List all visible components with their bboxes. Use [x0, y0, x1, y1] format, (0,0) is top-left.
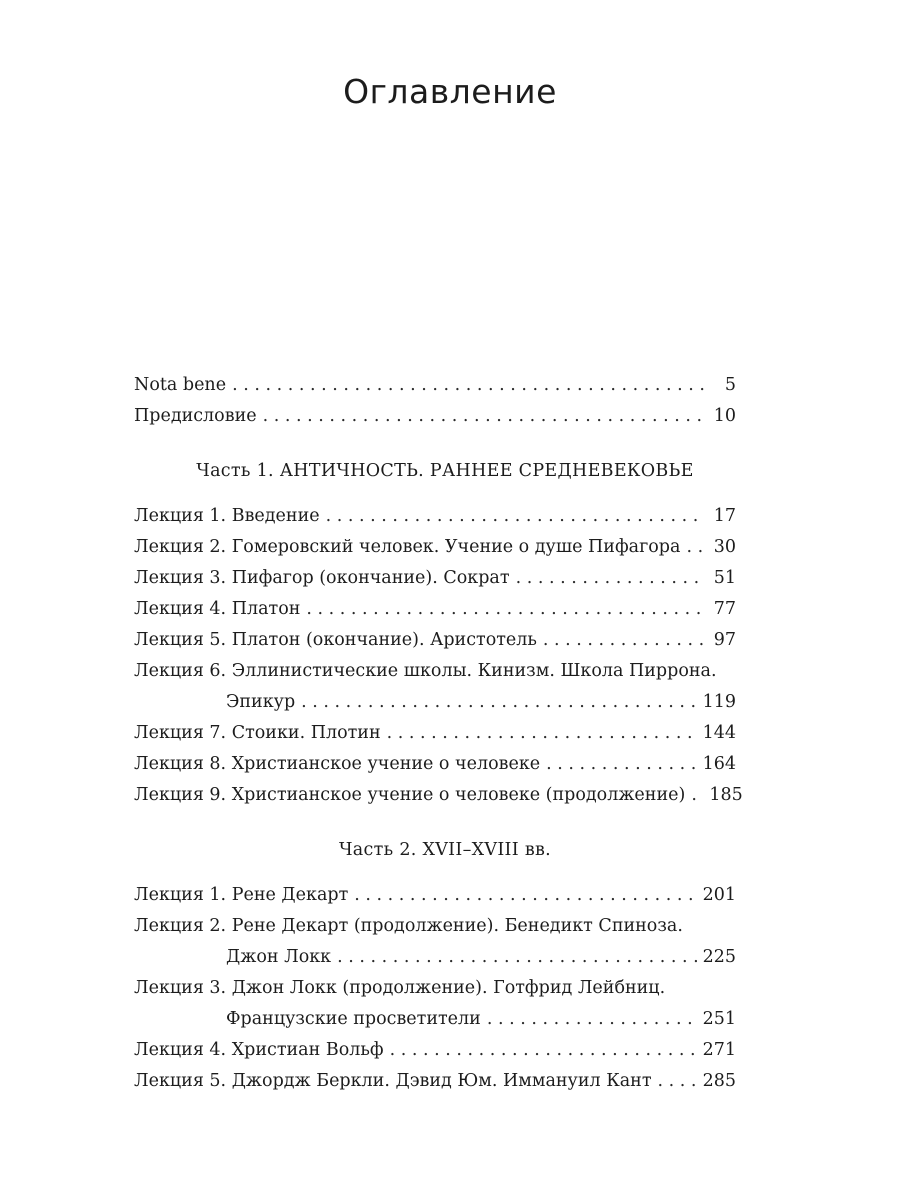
toc-entry[interactable] [134, 625, 736, 656]
lecture-label: Лекция 6. [134, 661, 227, 681]
page-title: Оглавление [343, 72, 557, 111]
page-number: 51 [713, 568, 736, 588]
page-number: 201 [702, 885, 736, 905]
entry-title [134, 780, 685, 811]
lecture-title: Христианское учение о человеке (продолжение) [231, 785, 686, 805]
entry-first-line [134, 911, 736, 942]
toc-entry[interactable] [134, 880, 736, 911]
toc-entry[interactable] [134, 594, 736, 625]
lecture-title: Христианское учение о человеке [231, 754, 541, 774]
lecture-label: Лекция 4. [134, 599, 227, 619]
dot-leader [354, 880, 696, 911]
toc-entry-preface[interactable] [134, 401, 736, 432]
entry-title [134, 718, 381, 749]
lecture-label: Лекция 1. [134, 885, 227, 905]
lecture-label: Лекция 5. [134, 1071, 227, 1091]
toc-entry-multiline[interactable] [134, 973, 736, 1035]
toc-entry-multiline[interactable] [134, 911, 736, 973]
toc-entry[interactable] [134, 718, 736, 749]
lecture-title: Христиан Вольф [231, 1040, 384, 1060]
entry-title [134, 532, 680, 563]
toc-entry[interactable] [134, 1035, 736, 1066]
toc-entry[interactable] [134, 501, 736, 532]
dot-leader [516, 563, 704, 594]
dot-leader [390, 1035, 697, 1066]
toc-entry-multiline[interactable] [134, 656, 736, 718]
page-number: 5 [724, 375, 736, 395]
entry-title [134, 501, 320, 532]
lecture-label: Лекция 9. [134, 785, 227, 805]
dot-leader [546, 749, 696, 780]
page-number: 251 [702, 1009, 736, 1029]
toc-entry[interactable] [134, 563, 736, 594]
lecture-label: Лекция 1. [134, 506, 227, 526]
lecture-label: Лекция 2. [134, 537, 227, 557]
page-number: 285 [702, 1071, 736, 1091]
lecture-title-cont: Эпикур [226, 692, 296, 712]
dot-leader [326, 501, 704, 532]
table-of-contents [134, 370, 743, 1097]
page-number: 77 [713, 599, 736, 619]
lecture-title: Джордж Беркли. Дэвид Юм. Иммануил Кант [231, 1071, 652, 1091]
entry-continuation [134, 942, 736, 973]
entry-title: Nota bene [134, 375, 227, 395]
entry-title [134, 1066, 652, 1097]
lecture-title-cont: Французские просветители [226, 1009, 481, 1029]
page-number: 10 [713, 406, 736, 426]
lecture-title: Пифагор (окончание). Сократ [231, 568, 510, 588]
lecture-title-cont: Джон Локк [226, 947, 332, 967]
page-number: 225 [702, 947, 736, 967]
dot-leader [658, 1066, 697, 1097]
part-heading: Часть 2. XVII–XVIII вв. [338, 840, 552, 860]
entry-title [134, 625, 537, 656]
lecture-title: Джон Локк (продолжение). Готфрид Лейбниц. [231, 978, 666, 998]
toc-entry-nota-bene[interactable] [134, 370, 736, 401]
entry-title [134, 563, 510, 594]
page-number: 164 [702, 754, 736, 774]
lecture-label: Лекция 4. [134, 1040, 227, 1060]
lecture-title: Эллинистические школы. Кинизм. Школа Пиррона. [231, 661, 717, 681]
dot-leader [543, 625, 704, 656]
entry-title [134, 880, 348, 911]
toc-entry[interactable] [134, 749, 736, 780]
toc-entry[interactable] [134, 780, 743, 811]
dot-leader [301, 687, 696, 718]
entry-continuation [134, 687, 736, 718]
dot-leader [306, 594, 704, 625]
dot-leader [337, 942, 696, 973]
lecture-title: Гомеровский человек. Учение о душе Пифагора [231, 537, 681, 557]
entry-first-line [134, 656, 736, 687]
page-number: 144 [702, 723, 736, 743]
dot-leader [487, 1004, 697, 1035]
lecture-title: Рене Декарт [231, 885, 349, 905]
page-number: 185 [709, 785, 743, 805]
page-number: 119 [702, 692, 736, 712]
toc-entry[interactable] [134, 532, 736, 563]
dot-leader [387, 718, 697, 749]
lecture-title: Платон (окончание). Аристотель [231, 630, 537, 650]
entry-continuation [134, 1004, 736, 1035]
lecture-title: Стоики. Плотин [231, 723, 381, 743]
page-number: 271 [702, 1040, 736, 1060]
lecture-label: Лекция 5. [134, 630, 227, 650]
lecture-title: Рене Декарт (продолжение). Бенедикт Спиноза. [231, 916, 683, 936]
lecture-label: Лекция 3. [134, 978, 227, 998]
dot-leader [232, 370, 704, 401]
entry-title: Предисловие [134, 406, 257, 426]
entry-title [134, 1035, 384, 1066]
lecture-label: Лекция 2. [134, 916, 227, 936]
lecture-label: Лекция 3. [134, 568, 227, 588]
page-number: 97 [713, 630, 736, 650]
page-number: 30 [713, 537, 736, 557]
toc-entry[interactable] [134, 1066, 736, 1097]
dot-leader [263, 401, 704, 432]
lecture-label: Лекция 8. [134, 754, 227, 774]
page-number: 17 [713, 506, 736, 526]
dot-leader [686, 532, 704, 563]
dot-leader [691, 780, 703, 811]
part-heading: Часть 1. АНТИЧНОСТЬ. РАННЕЕ СРЕДНЕВЕКОВЬЕ [196, 461, 694, 481]
entry-title [134, 594, 300, 625]
lecture-title: Введение [231, 506, 320, 526]
lecture-title: Платон [231, 599, 301, 619]
entry-first-line [134, 973, 736, 1004]
lecture-label: Лекция 7. [134, 723, 227, 743]
entry-title [134, 749, 540, 780]
